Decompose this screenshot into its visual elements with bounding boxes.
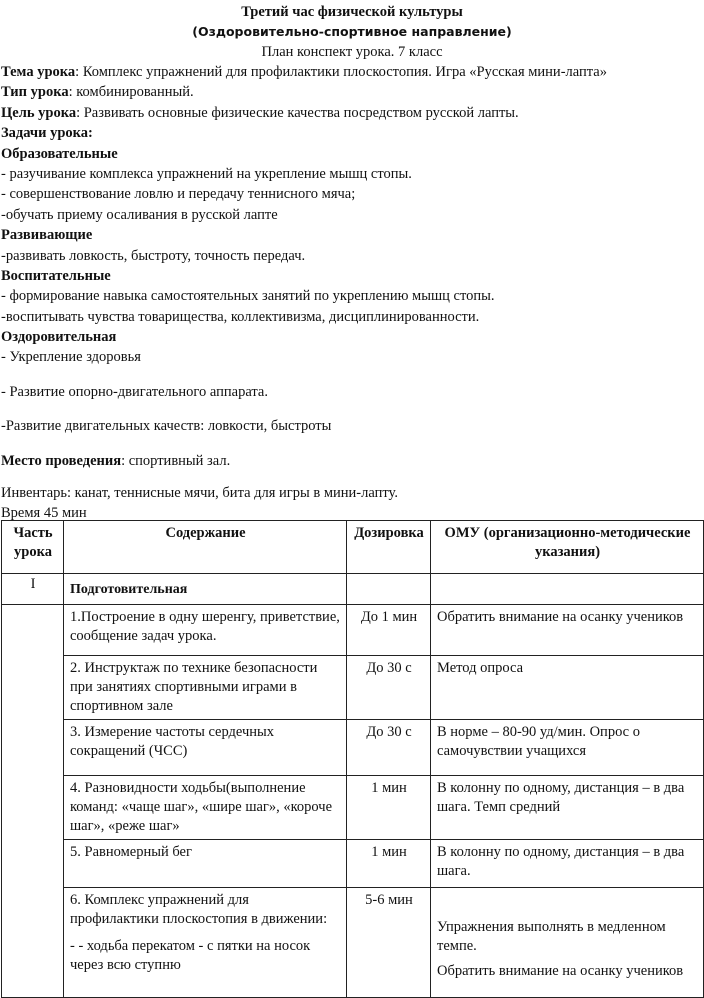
row-dose: 5-6 мин xyxy=(347,888,431,998)
type-line xyxy=(1,82,700,102)
row-omu-line: Обратить внимание на осанку учеников xyxy=(437,963,684,979)
lesson-plan-table xyxy=(1,520,704,998)
section-row xyxy=(2,574,704,605)
educational-item: - разучивание комплекса упражнений на укрепление мышц стопы. xyxy=(1,165,412,182)
row-content-line: 1.Построение в одну шеренгу, приветствие, сообщение задач урока. xyxy=(70,609,340,644)
upbringing-heading: Воспитательные xyxy=(1,267,111,284)
row-content-line: - - ходьба перекатом - с пятки на носок через всю ступню xyxy=(70,938,311,973)
row-omu: В колонну по одному, дистанция – в два шага. Темп средний xyxy=(431,776,704,840)
row-content: 5. Равномерный бег xyxy=(64,840,347,888)
type-label: Тип урока xyxy=(1,84,69,101)
row-dose: До 30 с xyxy=(347,656,431,720)
row-content: 2. Инструктаж по технике безопасности при занятиях спортивными играми в спортивном зале xyxy=(64,656,347,720)
educational-item: - совершенствование ловлю и передачу теннисного мяча; xyxy=(1,186,356,203)
row-content: 3. Измерение частоты сердечных сокращений (ЧСС) xyxy=(64,720,347,776)
row-content-line: 6. Комплекс упражнений для профилактики плоскостопия в движении: xyxy=(70,892,328,927)
type-value: : комбинированный. xyxy=(68,84,194,101)
section-numeral: I xyxy=(2,574,64,605)
health-item: - Развитие опорно-двигательного аппарата. xyxy=(1,383,268,400)
developing-item: -развивать ловкость, быстроту, точность передач. xyxy=(1,247,306,264)
table-row xyxy=(2,776,704,840)
row-omu: Метод опроса xyxy=(431,656,704,720)
header-content: Содержание xyxy=(64,521,347,574)
table-row xyxy=(2,720,704,776)
table-header-row xyxy=(2,521,704,574)
place-label: Место проведения xyxy=(1,452,122,469)
goal-line xyxy=(1,103,700,123)
table-row xyxy=(2,656,704,720)
goal-value: : Развивать основные физические качества посредством русской лапты. xyxy=(76,104,519,121)
educational-item: -обучать приему осаливания в русской лапте xyxy=(1,206,278,223)
row-omu: Обратить внимание на осанку учеников xyxy=(431,605,704,656)
document-title: Третий час физической культуры xyxy=(241,4,463,20)
table-row xyxy=(2,888,704,998)
row-content xyxy=(64,605,347,656)
tasks-heading: Задачи урока: xyxy=(1,125,93,142)
row-content xyxy=(64,888,347,998)
row-dose: До 1 мин xyxy=(347,605,431,656)
row-content: 4. Разновидности ходьбы(выполнение команд: «чаще шаг», «шире шаг», «короче шаг», «реже шаг» xyxy=(64,776,347,840)
row-omu: В колонну по одному, дистанция – в два шага. xyxy=(431,840,704,888)
inventory-line: Инвентарь: канат, теннисные мячи, бита для игры в мини-лапту. xyxy=(1,485,398,502)
table-row xyxy=(2,605,704,656)
developing-heading: Развивающие xyxy=(1,227,93,244)
row-omu xyxy=(431,888,704,998)
row-dose: 1 мин xyxy=(347,840,431,888)
place-line xyxy=(1,451,700,471)
row-dose: До 30 с xyxy=(347,720,431,776)
row-omu: В норме – 80-90 уд/мин. Опрос о самочувствии учащихся xyxy=(431,720,704,776)
health-item: -Развитие двигательных качеств: ловкости, быстроты xyxy=(1,418,332,435)
section-title: Подготовительная xyxy=(64,574,347,605)
place-value: : спортивный зал. xyxy=(121,452,231,469)
upbringing-item: - формирование навыка самостоятельных занятий по укреплению мышц стопы. xyxy=(1,288,495,305)
header-dose: Дозировка xyxy=(347,521,431,574)
plan-caption: План конспект урока. 7 класс xyxy=(261,44,443,60)
topic-line xyxy=(1,62,700,82)
row-dose: 1 мин xyxy=(347,776,431,840)
document-subtitle: (Оздоровительно-спортивное направление) xyxy=(192,24,512,39)
header-omu: ОМУ (организационно-методические указания) xyxy=(431,521,704,574)
header-part: Часть урока xyxy=(2,521,64,574)
row-omu-line: Упражнения выполнять в медленном темпе. xyxy=(437,919,666,954)
upbringing-item: -воспитывать чувства товарищества, коллективизма, дисциплинированности. xyxy=(1,308,480,325)
health-heading: Оздоровительная xyxy=(1,329,117,346)
goal-label: Цель урока xyxy=(1,104,77,121)
time-line: Время 45 мин xyxy=(1,505,87,522)
topic-label: Тема урока xyxy=(1,64,76,80)
health-item: - Укрепление здоровья xyxy=(1,349,141,366)
table-row xyxy=(2,840,704,888)
lesson-meta xyxy=(0,62,704,524)
topic-value: : Комплекс упражнений для профилактики плоскостопия. Игра «Русская мини-лапта» xyxy=(75,64,607,80)
educational-heading: Образовательные xyxy=(1,145,118,162)
